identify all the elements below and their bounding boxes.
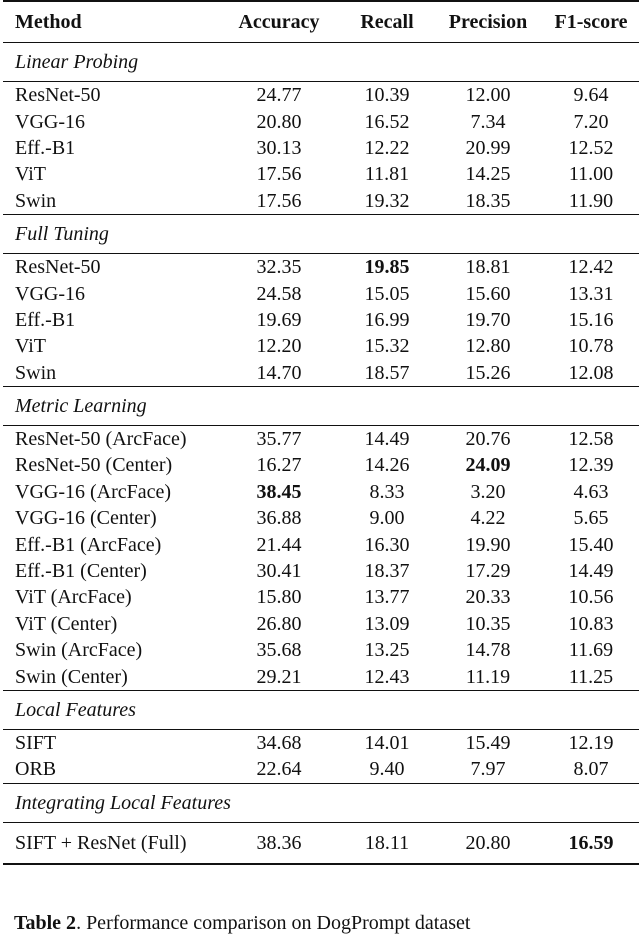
recall-cell: 14.26	[364, 454, 410, 477]
precision-cell: 15.60	[465, 282, 511, 305]
method-cell: ResNet-50	[15, 256, 101, 279]
f1-score-cell: 11.00	[568, 163, 614, 186]
accuracy-cell: 17.56	[256, 189, 302, 212]
table-row	[3, 479, 639, 505]
accuracy-cell: 29.21	[256, 665, 302, 688]
precision-cell: 4.22	[470, 507, 506, 530]
recall-cell: 12.22	[364, 136, 410, 159]
table-row	[3, 505, 639, 531]
method-cell: ResNet-50 (ArcFace)	[15, 428, 187, 451]
method-cell: ViT (ArcFace)	[15, 586, 132, 609]
method-cell: SIFT	[15, 732, 57, 754]
table-row	[3, 161, 639, 187]
f1-score-cell: 10.78	[568, 335, 614, 358]
f1-score-cell: 14.49	[568, 560, 614, 583]
section-title: Full Tuning	[3, 214, 639, 253]
recall-cell: 16.30	[364, 533, 410, 556]
method-cell: Swin	[15, 189, 57, 212]
recall-cell: 14.49	[364, 428, 410, 451]
f1-score-cell: 7.20	[573, 110, 609, 133]
table-body	[3, 43, 639, 864]
section-title: Linear Probing	[3, 43, 639, 82]
accuracy-cell: 19.69	[256, 308, 302, 331]
accuracy-cell: 26.80	[256, 612, 302, 635]
accuracy-cell: 34.68	[256, 732, 302, 754]
accuracy-cell: 12.20	[256, 335, 302, 358]
f1-score-cell: 12.19	[568, 732, 614, 754]
section-title: Local Features	[3, 690, 639, 729]
recall-cell: 18.57	[364, 361, 410, 384]
f1-score-cell: 12.52	[568, 136, 614, 159]
f1-score-cell: 9.64	[573, 84, 609, 107]
recall-cell: 11.81	[364, 163, 410, 186]
recall-cell: 8.33	[369, 480, 405, 503]
table-row	[3, 135, 639, 161]
f1-score-cell: 12.58	[568, 428, 614, 451]
recall-cell: 13.09	[364, 612, 410, 635]
f1-score-cell: 15.16	[568, 308, 614, 331]
method-cell: Eff.-B1	[15, 308, 76, 331]
recall-cell: 16.99	[364, 308, 410, 331]
section-header-row	[3, 43, 639, 82]
f1-score-cell: 5.65	[573, 507, 609, 530]
accuracy-cell: 24.58	[256, 282, 302, 305]
header-method: Method	[3, 1, 217, 43]
precision-cell: 20.76	[465, 428, 511, 451]
caption-label: Table 2	[14, 912, 77, 934]
table-row	[3, 253, 639, 280]
recall-cell: 9.40	[369, 758, 405, 781]
method-cell: VGG-16	[15, 110, 85, 133]
accuracy-cell: 16.27	[256, 454, 302, 477]
recall-cell: 14.01	[364, 732, 410, 754]
table-row	[3, 333, 639, 359]
f1-score-cell: 11.69	[568, 639, 614, 662]
section-header-row	[3, 783, 639, 822]
header-accuracy: Accuracy	[217, 1, 341, 43]
header-f1-score: F1-score	[543, 1, 639, 43]
precision-cell: 12.80	[465, 335, 511, 358]
table-row	[3, 663, 639, 690]
header-precision: Precision	[433, 1, 543, 43]
accuracy-cell: 20.80	[256, 110, 302, 133]
results-table	[3, 0, 639, 865]
method-cell: Swin	[15, 361, 57, 384]
precision-cell: 14.78	[465, 639, 511, 662]
f1-score-cell: 4.63	[573, 480, 609, 503]
precision-cell: 18.81	[465, 256, 511, 279]
recall-cell: 15.05	[364, 282, 410, 305]
precision-cell: 3.20	[470, 480, 506, 503]
table-row	[3, 611, 639, 637]
precision-cell: 7.34	[470, 110, 506, 133]
precision-cell: 7.97	[470, 758, 506, 781]
f1-score-cell: 12.42	[568, 256, 614, 279]
precision-cell: 14.25	[465, 163, 511, 186]
accuracy-cell: 21.44	[256, 533, 302, 556]
precision-cell: 18.35	[465, 189, 511, 212]
recall-cell: 13.77	[364, 586, 410, 609]
precision-cell: 20.33	[465, 586, 511, 609]
accuracy-cell: 22.64	[256, 758, 302, 781]
precision-cell: 20.80	[433, 822, 543, 864]
table-row	[3, 637, 639, 663]
recall-cell: 13.25	[364, 639, 410, 662]
table-row	[3, 531, 639, 557]
table-row	[3, 280, 639, 306]
f1-score-cell: 12.08	[568, 361, 614, 384]
table-row	[3, 452, 639, 478]
accuracy-cell: 30.13	[256, 136, 302, 159]
table-row	[3, 108, 639, 134]
table-caption	[14, 912, 470, 935]
section-header-row	[3, 690, 639, 729]
f1-score-cell: 8.07	[573, 758, 609, 781]
method-cell: ViT	[15, 335, 47, 358]
accuracy-cell: 38.36	[217, 822, 341, 864]
accuracy-cell: 35.77	[256, 428, 302, 451]
table-row	[3, 425, 639, 452]
section-title: Metric Learning	[3, 386, 639, 425]
precision-cell: 11.19	[465, 665, 511, 688]
table-row	[3, 584, 639, 610]
method-cell: SIFT + ResNet (Full)	[3, 822, 217, 864]
precision-cell: 15.49	[465, 732, 511, 754]
precision-cell: 10.35	[465, 612, 511, 635]
method-cell: Eff.-B1 (Center)	[15, 560, 147, 583]
f1-score-cell: 10.83	[568, 612, 614, 635]
precision-cell: 20.99	[465, 136, 511, 159]
recall-cell: 19.85	[364, 256, 410, 279]
accuracy-cell: 36.88	[256, 507, 302, 530]
recall-cell: 19.32	[364, 189, 410, 212]
f1-score-cell: 13.31	[568, 282, 614, 305]
f1-score-cell: 11.90	[568, 189, 614, 212]
method-cell: ResNet-50 (Center)	[15, 454, 173, 477]
accuracy-cell: 32.35	[256, 256, 302, 279]
caption-text: . Performance comparison on DogPrompt dataset	[76, 912, 471, 934]
accuracy-cell: 17.56	[256, 163, 302, 186]
method-cell: ViT	[15, 163, 47, 186]
precision-cell: 15.26	[465, 361, 511, 384]
accuracy-cell: 14.70	[256, 361, 302, 384]
table-row	[3, 307, 639, 333]
recall-cell: 18.37	[364, 560, 410, 583]
section-header-row	[3, 214, 639, 253]
recall-cell: 10.39	[364, 84, 410, 107]
method-cell: ViT (Center)	[15, 612, 118, 635]
accuracy-cell: 38.45	[256, 480, 302, 503]
precision-cell: 19.70	[465, 308, 511, 331]
table-row	[3, 558, 639, 584]
method-cell: ORB	[15, 758, 57, 781]
recall-cell: 15.32	[364, 335, 410, 358]
section-title: Integrating Local Features	[3, 783, 639, 822]
method-cell: VGG-16 (Center)	[15, 507, 157, 530]
table-row	[3, 360, 639, 387]
method-cell: Swin (ArcFace)	[15, 639, 143, 662]
recall-cell: 12.43	[364, 665, 410, 688]
accuracy-cell: 15.80	[256, 586, 302, 609]
accuracy-cell: 24.77	[256, 84, 302, 107]
precision-cell: 17.29	[465, 560, 511, 583]
table-row	[3, 822, 639, 864]
precision-cell: 12.00	[465, 84, 511, 107]
method-cell: Eff.-B1 (ArcFace)	[15, 533, 162, 556]
precision-cell: 19.90	[465, 533, 511, 556]
f1-score-cell: 15.40	[568, 533, 614, 556]
accuracy-cell: 35.68	[256, 639, 302, 662]
f1-score-cell: 12.39	[568, 454, 614, 477]
table-header-row	[3, 1, 639, 43]
method-cell: VGG-16 (ArcFace)	[15, 480, 172, 503]
method-cell: Swin (Center)	[15, 665, 128, 688]
recall-cell: 16.52	[364, 110, 410, 133]
f1-score-cell: 16.59	[543, 822, 639, 864]
f1-score-cell: 11.25	[568, 665, 614, 688]
method-cell: ResNet-50	[15, 84, 101, 107]
f1-score-cell: 10.56	[568, 586, 614, 609]
header-recall: Recall	[341, 1, 433, 43]
table-row	[3, 729, 639, 756]
accuracy-cell: 30.41	[256, 560, 302, 583]
method-cell: Eff.-B1	[15, 136, 76, 159]
recall-cell: 18.11	[341, 822, 433, 864]
method-cell: VGG-16	[15, 282, 85, 305]
precision-cell: 24.09	[465, 454, 511, 477]
results-table-container	[3, 0, 639, 865]
table-row	[3, 756, 639, 783]
recall-cell: 9.00	[369, 507, 405, 530]
table-row	[3, 188, 639, 215]
table-row	[3, 82, 639, 109]
section-header-row	[3, 386, 639, 425]
